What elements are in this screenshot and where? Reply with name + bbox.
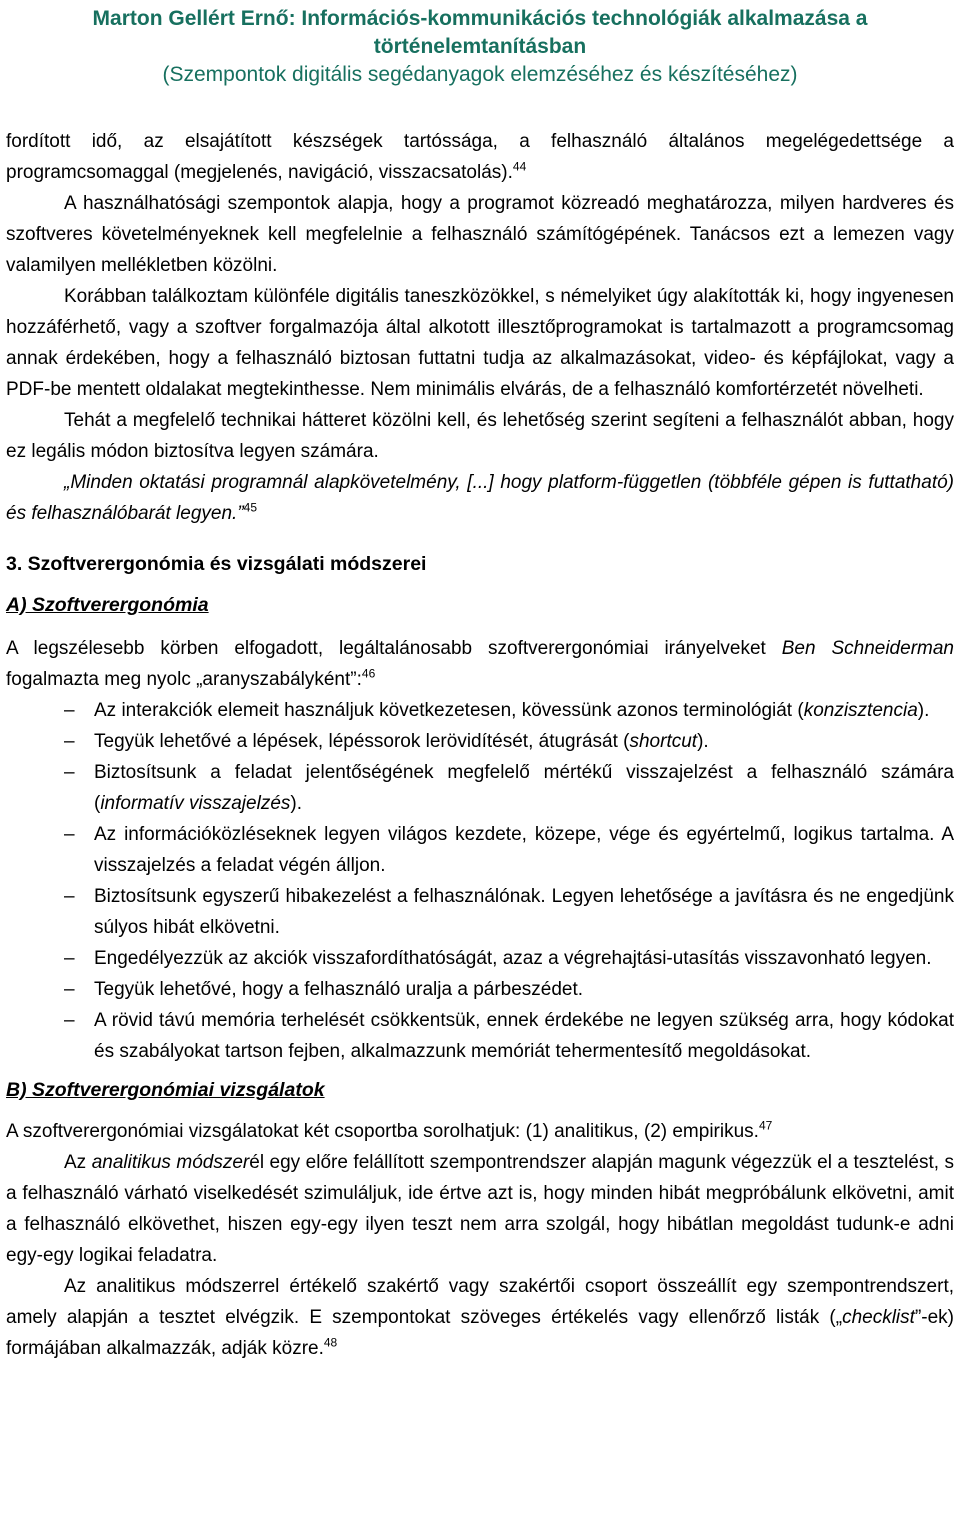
list-item: – Biztosítsunk egyszerű hibakezelést a felhasználónak. Legyen lehetősége a javításra és ne engedjünk súlyos hibát elkövetni. — [6, 881, 954, 943]
footnote-ref-45[interactable]: 45 — [243, 500, 258, 515]
header-author-title: Marton Gellért Ernő: Információs-kommunikációs technológiák alkalmazása a — [92, 7, 868, 30]
header-subtitle: (Szempontok digitális segédanyagok elemzéséhez és készítéséhez) — [162, 63, 798, 86]
list-item: – Tegyük lehetővé a lépések, lépéssorok lerövidítését, átugrását (shortcut). — [6, 726, 954, 757]
header-title-continued: történelemtanításban — [373, 35, 587, 58]
dash-bullet-icon: – — [64, 824, 75, 845]
author-name: Ben Schneiderman — [781, 638, 954, 659]
section-3-heading: 3. Szoftverergonómia és vizsgálati módszerei — [6, 553, 427, 575]
paragraph-b1: A szoftverergonómiai vizsgálatokat két csoportba sorolhatjuk: (1) analitikus, (2) empirikus.$^{47}$ — [6, 1118, 773, 1142]
subsection-b-heading: B) Szoftverergonómiai vizsgálatok — [6, 1079, 325, 1101]
page-header — [0, 0, 960, 89]
dash-bullet-icon: – — [64, 886, 75, 907]
footnote-ref-44[interactable]: 44 — [512, 159, 527, 174]
golden-rules-list — [6, 695, 954, 1067]
dash-bullet-icon: – — [64, 731, 75, 752]
footnote-ref-48[interactable]: 48 — [323, 1335, 338, 1350]
paragraph-1: fordított idő, az elsajátított készségek tartóssága, a felhasználó általános megelégedettsége a programcsomaggal (megjelenés, navigáció, visszacsatolás).$^{44}$ — [6, 131, 954, 183]
list-item: – A rövid távú memória terhelését csökkentsük, ennek érdekébe ne legyen szükség arra, hogy kódokat és szabályokat tartson fejben, alkalmazzunk memóriát tehermentesítő megoldásokat. — [6, 1005, 954, 1067]
document-body — [6, 126, 954, 1364]
paragraph-2: A használhatósági szempontok alapja, hogy a programot közreadó meghatározza, milyen hardveres és szoftveres követelményeknek kell megfelelnie a felhasználó számítógépének. Tanácsos ezt a lemezen vagy valamilyen mellékletben közölni. — [6, 193, 954, 276]
footnote-ref-46[interactable]: 46 — [361, 666, 376, 681]
dash-bullet-icon: – — [64, 979, 75, 1000]
dash-bullet-icon: – — [64, 700, 75, 721]
subsection-a-heading: A) Szoftverergonómia — [6, 594, 209, 616]
list-item: – Tegyük lehetővé, hogy a felhasználó uralja a párbeszédet. — [6, 974, 954, 1005]
paragraph-b2: Az analitikus módszerél egy előre felállított szempontrendszer alapján magunk végezzük el a tesztelést, s a felhasználó várható viselkedését szimuláljuk, ide értve azt is, hogy minden hibát megpróbálunk elkövetni, amit a felhasználó elkövethet, hiszen egy-egy ilyen teszt nem arra szolgál, hogy hibátlan megoldást tudunk-e adni egy-egy logikai feladatra. — [6, 1152, 955, 1266]
list-item: – Az interakciók elemeit használjuk következetesen, kövessünk azonos terminológiát (konzisztencia). — [6, 695, 954, 726]
paragraph-3: Korábban találkoztam különféle digitális taneszközökkel, s némelyiket úgy alakították ki, hogy ingyenesen hozzáférhető, vagy a szoftver forgalmazója által alkotott illesztőprogramokat is tartalmazott a programcsomag annak érdekében, hogy a felhasználó biztosan futtatni tudja az alkalmazásokat, video- és képfájlokat, vagy a PDF-be mentett oldalakat megtekinthesse. Nem minimális elvárás, de a felhasználó komfortérzetét növelheti. — [6, 286, 954, 400]
quote-paragraph: „Minden oktatási programnál alapkövetelmény, [...] hogy platform-független (többféle gépen is futtatható) és felhasználóbarát legyen.”$^{45}$ — [6, 472, 954, 524]
paragraph-a-intro: A legszélesebb körben elfogadott, legáltalánosabb szoftverergonómiai irányelveket Ben Schneiderman fogalmazta meg nyolc „aranyszabályként”:$^{46}$ — [6, 638, 954, 690]
paragraph-b3: Az analitikus módszerrel értékelő szakértő vagy szakértői csoport összeállít egy szempontrendszert, amely alapján a tesztet elvégzik. E szempontokat szöveges értékelés vagy ellenőrző listák („checklist”-ek) formájában alkalmazzák, adják közre.$^{48}$ — [6, 1276, 954, 1359]
dash-bullet-icon: – — [64, 762, 75, 783]
paragraph-4: Tehát a megfelelő technikai hátteret közölni kell, és lehetőség szerint segíteni a felhasználót abban, hogy ez legális módon biztosítva legyen számára. — [6, 410, 954, 462]
list-item: – Engedélyezzük az akciók visszafordíthatóságát, azaz a végrehajtási-utasítás visszavonható legyen. — [6, 943, 954, 974]
list-item: – Biztosítsunk a feladat jelentőségének megfelelő mértékű visszajelzést a felhasználó számára (informatív visszajelzés). — [6, 757, 954, 819]
dash-bullet-icon: – — [64, 1010, 75, 1031]
footnote-ref-47[interactable]: 47 — [758, 1118, 773, 1133]
dash-bullet-icon: – — [64, 948, 75, 969]
list-item: – Az információközléseknek legyen világos kezdete, közepe, vége és egyértelmű, logikus tartalma. A visszajelzés a feladat végén álljon. — [6, 819, 954, 881]
